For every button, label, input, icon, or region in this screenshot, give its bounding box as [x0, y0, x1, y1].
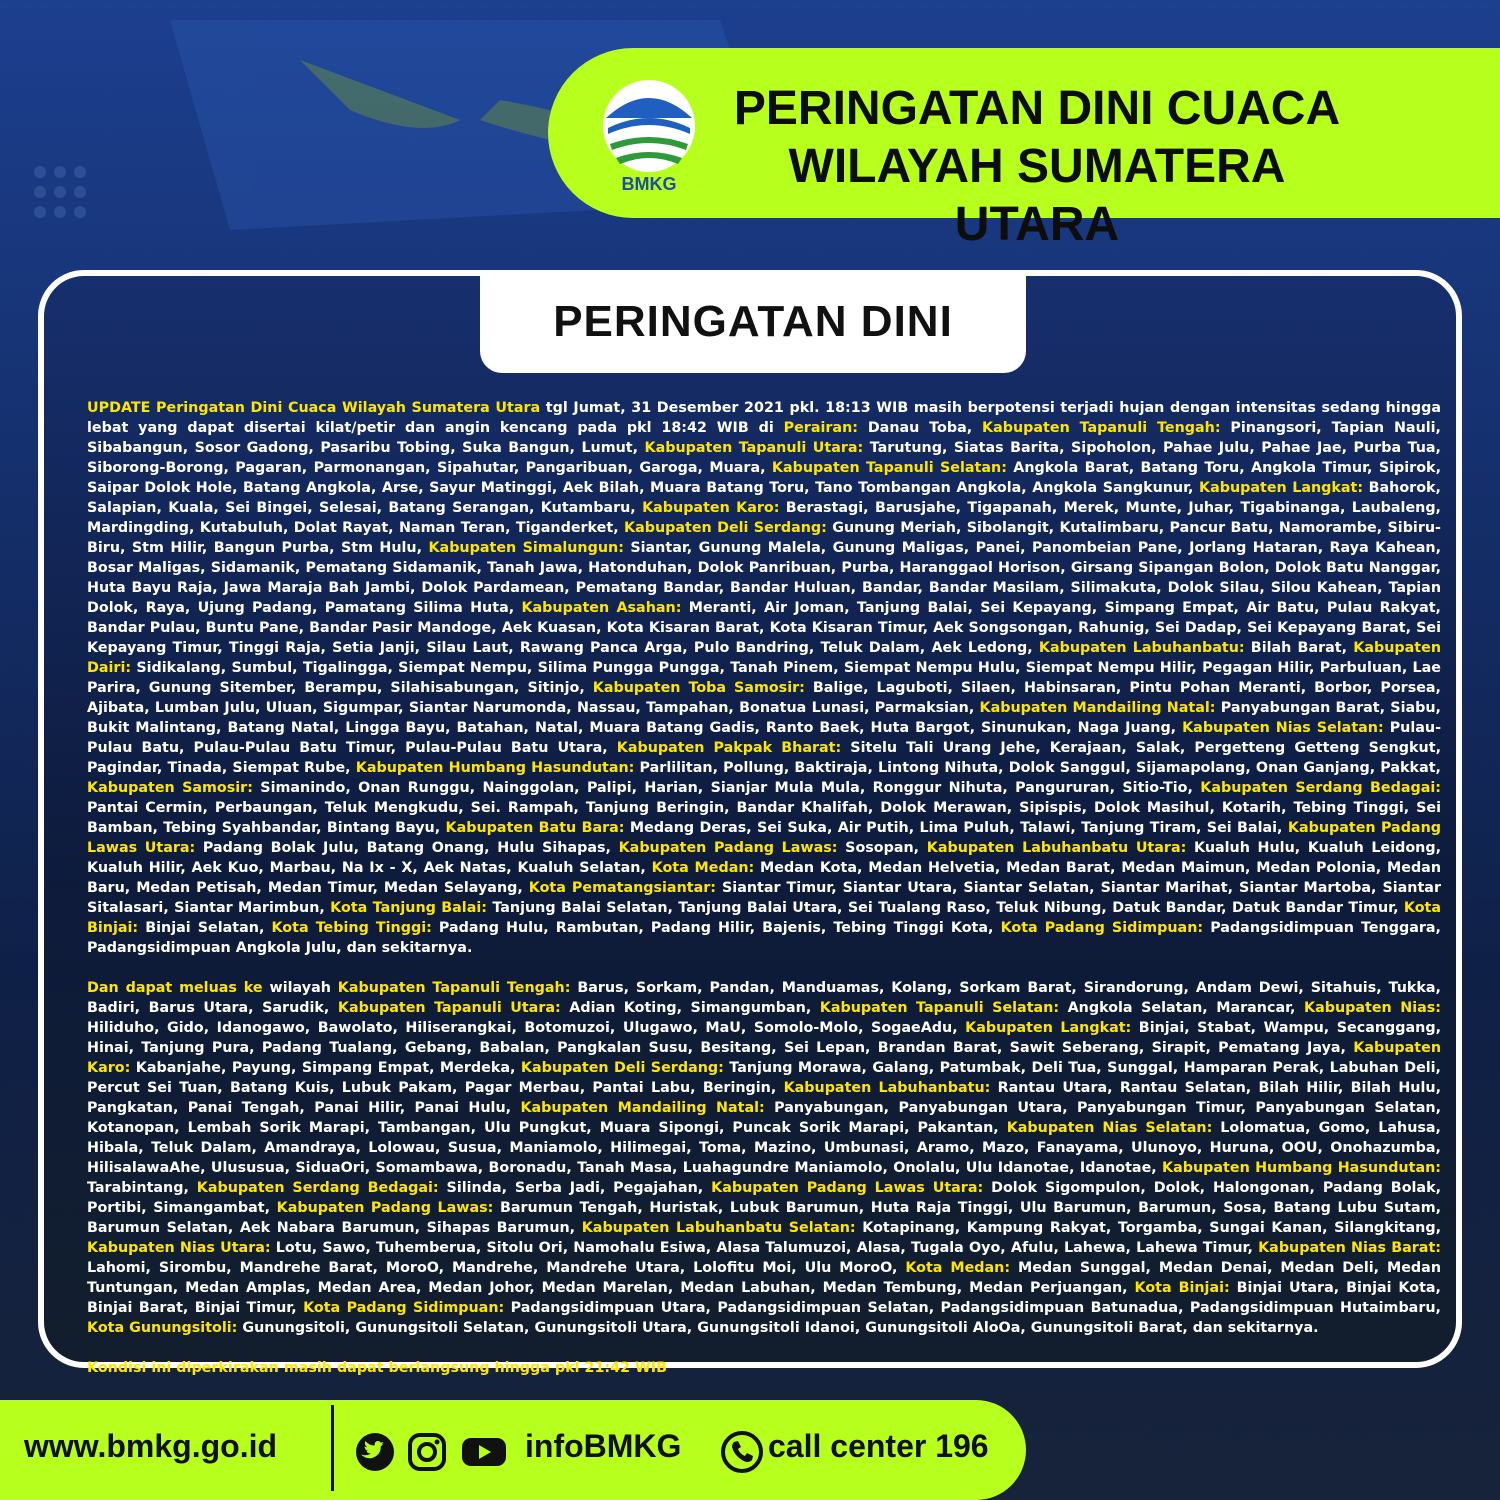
- district-list: Lahomi, Sirombu, Mandrehe Barat, MoroO, Mandrehe, Mandrehe Utara, Lolofitu Moi, Ulu MoroO,: [87, 1260, 906, 1276]
- region-label: Kabupaten Pakpak Bharat:: [616, 740, 842, 756]
- instagram-icon[interactable]: [407, 1432, 447, 1472]
- region-label: Kabupaten Karo:: [642, 500, 780, 516]
- region-label: Kabupaten Serdang Bedagai:: [196, 1180, 439, 1196]
- region-label: Kabupaten Tapanuli Selatan:: [819, 1000, 1060, 1016]
- district-list: Medang Deras, Sei Suka, Air Putih, Lima Puluh, Talawi, Tanjung Tiram, Sei Balai,: [624, 820, 1288, 836]
- district-list: Barumun Tengah, Huristak, Lubuk Barumun, Huta Raja Tinggi, Ulu Barumun, Barumun, Sosa, Batang Lubu Sutam, Barumun Selatan, Aek Nabara Barumun, Sihapas Barumun,: [87, 1200, 1442, 1236]
- region-label: Kabupaten Serdang Bedagai:: [1200, 780, 1441, 796]
- twitter-icon[interactable]: [355, 1432, 395, 1472]
- page-title: [712, 80, 1362, 254]
- region-label: Kota Padang Sidimpuan:: [1000, 920, 1204, 936]
- paragraph-expansion: [87, 978, 1441, 1338]
- region-label: Kabupaten Dairi:: [87, 640, 1442, 676]
- district-list: Medan Sunggal, Medan Denai, Medan Deli, Medan Tuntungan, Medan Amplas, Medan Area, Medan Johor, Medan Marelan, Medan Labuhan, Medan Tembung, Medan Perjuangan,: [87, 1260, 1441, 1296]
- district-list: Berastagi, Barusjahe, Tigapanah, Merek, Munte, Juhar, Tigabinanga, Laubaleng, Mardingding, Kutabuluh, Dolat Rayat, Naman Teran, Tiganderket,: [87, 500, 1441, 536]
- region-label: Kabupaten Padang Lawas Utara:: [711, 1180, 984, 1196]
- title-line-1: PERINGATAN DINI CUACA: [733, 82, 1341, 135]
- district-list: Rantau Utara, Rantau Selatan, Bilah Hilir, Bilah Hulu, Pangkatan, Panai Tengah, Panai Hilir, Panai Hulu,: [87, 1080, 1441, 1116]
- district-list: Padang Hulu, Rambutan, Padang Hilir, Bajenis, Tebing Tinggi Kota,: [431, 920, 1001, 936]
- district-list: Binjai Selatan,: [138, 920, 272, 936]
- social-handle[interactable]: infoBMKG: [525, 1428, 682, 1464]
- district-list: Binjai Utara, Binjai Kota, Binjai Barat, Binjai Timur,: [87, 1280, 1441, 1316]
- title-line-2: WILAYAH SUMATERA UTARA: [788, 140, 1286, 251]
- district-list: Pulau-Pulau Batu, Pulau-Pulau Batu Timur, Pulau-Pulau Batu Utara,: [87, 720, 1442, 756]
- district-list: Kotapinang, Kampung Rakyat, Torgamba, Sungai Kanan, Silangkitang,: [855, 1220, 1441, 1236]
- district-list: Gunung Meriah, Sibolangit, Kutalimbaru, Pancur Batu, Namorambe, Sibiru-Biru, Stm Hilir, Bangun Purba, Stm Hulu,: [87, 520, 1441, 556]
- district-list: wilayah: [262, 980, 338, 996]
- district-list: Tanjung Morawa, Galang, Patumbak, Deli Tua, Sunggal, Hamparan Perak, Labuhan Deli, Percut Sei Tuan, Batang Kuis, Lubuk Pakam, Pagar Merbau, Pantai Labu, Beringin,: [87, 1060, 1441, 1096]
- region-label: Kabupaten Labuhanbatu Utara:: [926, 840, 1187, 856]
- region-label: Kabupaten Nias:: [1304, 1000, 1441, 1016]
- district-list: Angkola Selatan, Marancar,: [1059, 1000, 1304, 1016]
- region-label: Kabupaten Labuhanbatu:: [783, 1080, 991, 1096]
- district-list: tgl Jumat, 31 Desember 2021 pkl. 18:13 WIB masih berpotensi terjadi hujan dengan intensitas sedang hingga lebat yang dapat disertai kilat/petir dan angin kencang pada pkl 18:42 WIB di: [87, 400, 1441, 436]
- region-label: Kabupaten Langkat:: [965, 1020, 1132, 1036]
- region-label: Kabupaten Nias Selatan:: [1006, 1120, 1213, 1136]
- footer-divider: [331, 1405, 334, 1491]
- region-label: Kabupaten Mandailing Natal:: [520, 1100, 765, 1116]
- district-list: Kabanjahe, Payung, Simpang Empat, Merdeka,: [130, 1060, 521, 1076]
- district-list: Barus, Sorkam, Pandan, Manduamas, Kolang, Sorkam Barat, Sirandorung, Andam Dewi, Sitahuis, Tukka, Badiri, Barus Utara, Sarudik,: [87, 980, 1441, 1016]
- warning-body: [87, 398, 1441, 1398]
- district-list: Bilah Barat,: [1244, 640, 1354, 656]
- region-label: Kondisi ini diperkirakan masih dapat berlangsung hingga pkl 21:42 WIB: [87, 1360, 667, 1376]
- district-list: Padangsidimpuan Tenggara, Padangsidimpuan Angkola Julu, dan sekitarnya.: [87, 920, 1441, 956]
- district-list: Siantar, Gunung Malela, Gunung Maligas, Panei, Panombeian Pane, Jorlang Hataran, Raya Kahean, Bosar Maligas, Sidamanik, Pematang Sidamanik, Tanah Jawa, Hatonduhan, Dolok Panribuan, Purba, Haranggaol Horison, Girsang Sipangan Bolon, Dolok Batu Nanggar, Huta Bayu Raja, Jawa Maraja Bah Jambi, Dolok Pardamean, Pematang Bandar, Bandar Huluan, Bandar, Bandar Masilam, Silimakuta, Dolok Silau, Silou Kahean, Tapian Dolok, Raya, Ujung Padang, Pamatang Silima Huta,: [87, 540, 1441, 616]
- region-label: Kota Binjai:: [1134, 1280, 1230, 1296]
- region-label: Kabupaten Humbang Hasundutan:: [355, 760, 635, 776]
- region-label: Kabupaten Asahan:: [521, 600, 682, 616]
- district-list: Danau Toba,: [857, 420, 983, 436]
- district-list: Adian Koting, Simangumban,: [560, 1000, 820, 1016]
- call-center[interactable]: call center 196: [768, 1428, 989, 1464]
- region-label: Kabupaten Deli Serdang:: [624, 520, 827, 536]
- region-label: Kota Gunungsitoli:: [87, 1320, 238, 1336]
- region-label: Kota Binjai:: [87, 900, 1442, 936]
- region-label: Kabupaten Simalungun:: [428, 540, 624, 556]
- region-label: Kabupaten Langkat:: [1199, 480, 1364, 496]
- region-label: Kabupaten Nias Barat:: [1258, 1240, 1441, 1256]
- district-list: Pinangsori, Tapian Nauli, Sibabangun, Sosor Gadong, Pasaribu Tobing, Suka Bangun, Lumut,: [87, 420, 1441, 456]
- region-label: Kota Padang Sidimpuan:: [303, 1300, 505, 1316]
- phone-icon[interactable]: [720, 1430, 764, 1474]
- district-list: Panyabungan Barat, Siabu, Bukit Malintang, Batang Natal, Lingga Bayu, Batahan, Natal, Muara Batang Gadis, Ranto Baek, Huta Bargot, Sinunukan, Naga Juang,: [87, 700, 1441, 736]
- district-list: Sosopan,: [837, 840, 927, 856]
- region-label: Dan dapat meluas ke: [87, 980, 263, 996]
- website-link[interactable]: www.bmkg.go.id: [24, 1428, 278, 1464]
- paragraph-duration: [87, 1358, 1441, 1378]
- district-list: Bahorok, Salapian, Kuala, Sei Bingei, Selesai, Batang Serangan, Kutambaru,: [87, 480, 1441, 516]
- region-label: Kabupaten Toba Samosir:: [592, 680, 805, 696]
- region-label: Kabupaten Karo:: [87, 1040, 1441, 1076]
- district-list: Lotu, Sawo, Tuhemberua, Sitolu Ori, Namohalu Esiwa, Alasa Talumuzoi, Alasa, Tugala Oyo, Afulu, Lahewa, Lahewa Timur,: [270, 1240, 1259, 1256]
- district-list: Kualuh Hulu, Kualuh Leidong, Kualuh Hilir, Aek Kuo, Marbau, Na Ix - X, Aek Natas, Kualuh Selatan,: [87, 840, 1442, 876]
- region-label: Kabupaten Mandailing Natal:: [979, 700, 1216, 716]
- district-list: Parlilitan, Pollung, Baktiraja, Lintong Nihuta, Dolok Sanggul, Sijamapolang, Onan Ganjang, Pakkat,: [634, 760, 1441, 776]
- district-list: Hiliduho, Gido, Idanogawo, Bawolato, Hiliserangkai, Botomuzoi, Ulugawo, MaU, Somolo-Molo, SogaeAdu,: [87, 1020, 966, 1036]
- region-label: Kabupaten Nias Utara:: [87, 1240, 271, 1256]
- district-list: Simanindo, Onan Runggu, Nainggolan, Palipi, Harian, Sianjar Mula Mula, Ronggur Nihuta, Pangururan, Sitio-Tio,: [252, 780, 1201, 796]
- panel-tab: [480, 270, 1026, 373]
- region-label: Kabupaten Padang Lawas:: [276, 1200, 494, 1216]
- district-list: Lolomatua, Gomo, Lahusa, Hibala, Teluk Dalam, Amandraya, Lolowau, Susua, Maniamolo, Hilimegai, Toma, Mazino, Umbunasi, Aramo, Mazo, Fanayama, Ulunoyo, Huruna, OOU, Onohazumba, HilisalawaAhe, Ulususua, SiduaOri, Somambawa, Boronadu, Tanah Masa, Luahagundre Maniamolo, Onolalu, Ulu Idanotae, Idanotae,: [87, 1120, 1441, 1176]
- youtube-icon[interactable]: [460, 1432, 508, 1472]
- district-list: Padang Bolak Julu, Batang Onang, Hulu Sihapas,: [195, 840, 619, 856]
- district-list: Tarutung, Siatas Barita, Sipoholon, Pahae Julu, Pahae Jae, Purba Tua, Siborong-Borong, Pagaran, Parmonangan, Sipahutar, Pangaribuan, Garoga, Muara,: [87, 440, 1441, 476]
- district-list: Gunungsitoli, Gunungsitoli Selatan, Gunungsitoli Utara, Gunungsitoli Idanoi, Gunungsitoli AloOa, Gunungsitoli Barat, dan sekitarnya.: [237, 1320, 1319, 1336]
- region-label: Kabupaten Humbang Hasundutan:: [1162, 1160, 1441, 1176]
- region-label: Kabupaten Deli Serdang:: [520, 1060, 724, 1076]
- region-label: Kabupaten Padang Lawas:: [618, 840, 838, 856]
- region-label: Kota Tebing Tinggi:: [271, 920, 432, 936]
- region-label: Kabupaten Samosir:: [87, 780, 253, 796]
- district-list: Meranti, Air Joman, Tanjung Balai, Sei Kepayang, Simpang Empat, Air Batu, Pulau Rakyat, Bandar Pulau, Buntu Pane, Bandar Pasir Mandoge, Aek Kuasan, Kota Kisaran Barat, Kota Kisaran Timur, Aek Songsongan, Rahunig, Sei Dadap, Sei Kepayang Barat, Sei Kepayang Timur, Tinggi Raja, Setia Janji, Silau Laut, Rawang Panca Arga, Pulo Bandring, Teluk Dalam, Aek Ledong,: [87, 600, 1441, 656]
- paragraph-current-warning: [87, 398, 1441, 958]
- region-label: Kabupaten Padang Lawas Utara:: [87, 820, 1441, 856]
- district-list: Balige, Laguboti, Silaen, Habinsaran, Pintu Pohan Meranti, Borbor, Porsea, Ajibata, Lumban Julu, Uluan, Sigumpar, Siantar Narumonda, Nassau, Tampahan, Bonatua Lunasi, Parmaksian,: [87, 680, 1441, 716]
- panel-tab-title: PERINGATAN DINI: [553, 296, 953, 346]
- district-list: Sitelu Tali Urang Jehe, Kerajaan, Salak, Pergetteng Getteng Sengkut, Pagindar, Tinada, Siempat Rube,: [87, 740, 1441, 776]
- region-label: Kota Tanjung Balai:: [330, 900, 487, 916]
- region-label: Kabupaten Nias Selatan:: [1182, 720, 1384, 736]
- region-label: Kota Medan:: [905, 1260, 1011, 1276]
- district-list: Panyabungan, Panyabungan Utara, Panyabungan Timur, Panyabungan Selatan, Kotanopan, Lembah Sorik Marapi, Tambangan, Ulu Pungkut, Muara Sipongi, Puncak Sorik Marapi, Pakantan,: [87, 1100, 1441, 1136]
- region-label: Kabupaten Tapanuli Tengah:: [337, 980, 571, 996]
- district-list: Pantai Cermin, Perbaungan, Teluk Mengkudu, Sei. Rampah, Tanjung Beringin, Bandar Khalifah, Dolok Merawan, Sipispis, Dolok Masihul, Kotarih, Tebing Tinggi, Sei Bamban, Tebing Syahbandar, Bintang Bayu,: [87, 800, 1441, 836]
- bmkg-logo: [598, 78, 700, 196]
- region-label: Kabupaten Tapanuli Tengah:: [982, 420, 1221, 436]
- district-list: Tanjung Balai Selatan, Tanjung Balai Utara, Sei Tualang Raso, Teluk Nibung, Datuk Bandar, Datuk Bandar Timur,: [486, 900, 1404, 916]
- district-list: Silinda, Serba Jadi, Pegajahan,: [438, 1180, 712, 1196]
- district-list: Medan Kota, Medan Helvetia, Medan Barat, Medan Maimun, Medan Polonia, Medan Baru, Medan Petisah, Medan Timur, Medan Selayang,: [87, 860, 1442, 896]
- region-label: Kabupaten Labuhanbatu Selatan:: [581, 1220, 856, 1236]
- region-label: Kabupaten Tapanuli Selatan:: [771, 460, 1007, 476]
- district-list: Dolok Sigompulon, Dolok, Halongonan, Padang Bolak, Portibi, Simangambat,: [87, 1180, 1442, 1216]
- region-label: Kabupaten Tapanuli Utara:: [644, 440, 864, 456]
- region-label: Perairan:: [783, 420, 858, 436]
- region-label: Kabupaten Batu Bara:: [445, 820, 625, 836]
- logo-text: BMKG: [621, 174, 677, 194]
- region-label: UPDATE Peringatan Dini Cuaca Wilayah Sumatera Utara: [87, 400, 541, 416]
- district-list: Padangsidimpuan Utara, Padangsidimpuan Selatan, Padangsidimpuan Batunadua, Padangsidimpuan Hutaimbaru,: [504, 1300, 1441, 1316]
- region-label: Kota Medan:: [651, 860, 755, 876]
- district-list: Siantar Timur, Siantar Utara, Siantar Selatan, Siantar Marihat, Siantar Martoba, Siantar Sitalasari, Siantar Marimbun,: [87, 880, 1442, 916]
- region-label: Kabupaten Labuhanbatu:: [1038, 640, 1245, 656]
- region-label: Kabupaten Tapanuli Utara:: [337, 1000, 561, 1016]
- district-list: Sidikalang, Sumbul, Tigalingga, Siempat Nempu, Silima Pungga Pungga, Tanah Pinem, Siempat Nempu Hulu, Siempat Nempu Hilir, Pegagan Hilir, Parbuluan, Lae Parira, Gunung Sitember, Berampu, Silahisabungan, Sitinjo,: [87, 660, 1441, 696]
- district-list: Binjai, Stabat, Wampu, Secanggang, Hinai, Tanjung Pura, Padang Tualang, Gebang, Babalan, Pangkalan Susu, Besitang, Sei Lepan, Brandan Barat, Sawit Seberang, Sirapit, Pematang Jaya,: [87, 1020, 1442, 1056]
- district-list: Tarabintang,: [87, 1180, 197, 1196]
- district-list: Angkola Barat, Batang Toru, Angkola Timur, Sipirok, Saipar Dolok Hole, Batang Angkola, Arse, Sayur Matinggi, Aek Bilah, Muara Batang Toru, Tano Tombangan Angkola, Angkola Sangkunur,: [87, 460, 1441, 496]
- region-label: Kota Pematangsiantar:: [528, 880, 717, 896]
